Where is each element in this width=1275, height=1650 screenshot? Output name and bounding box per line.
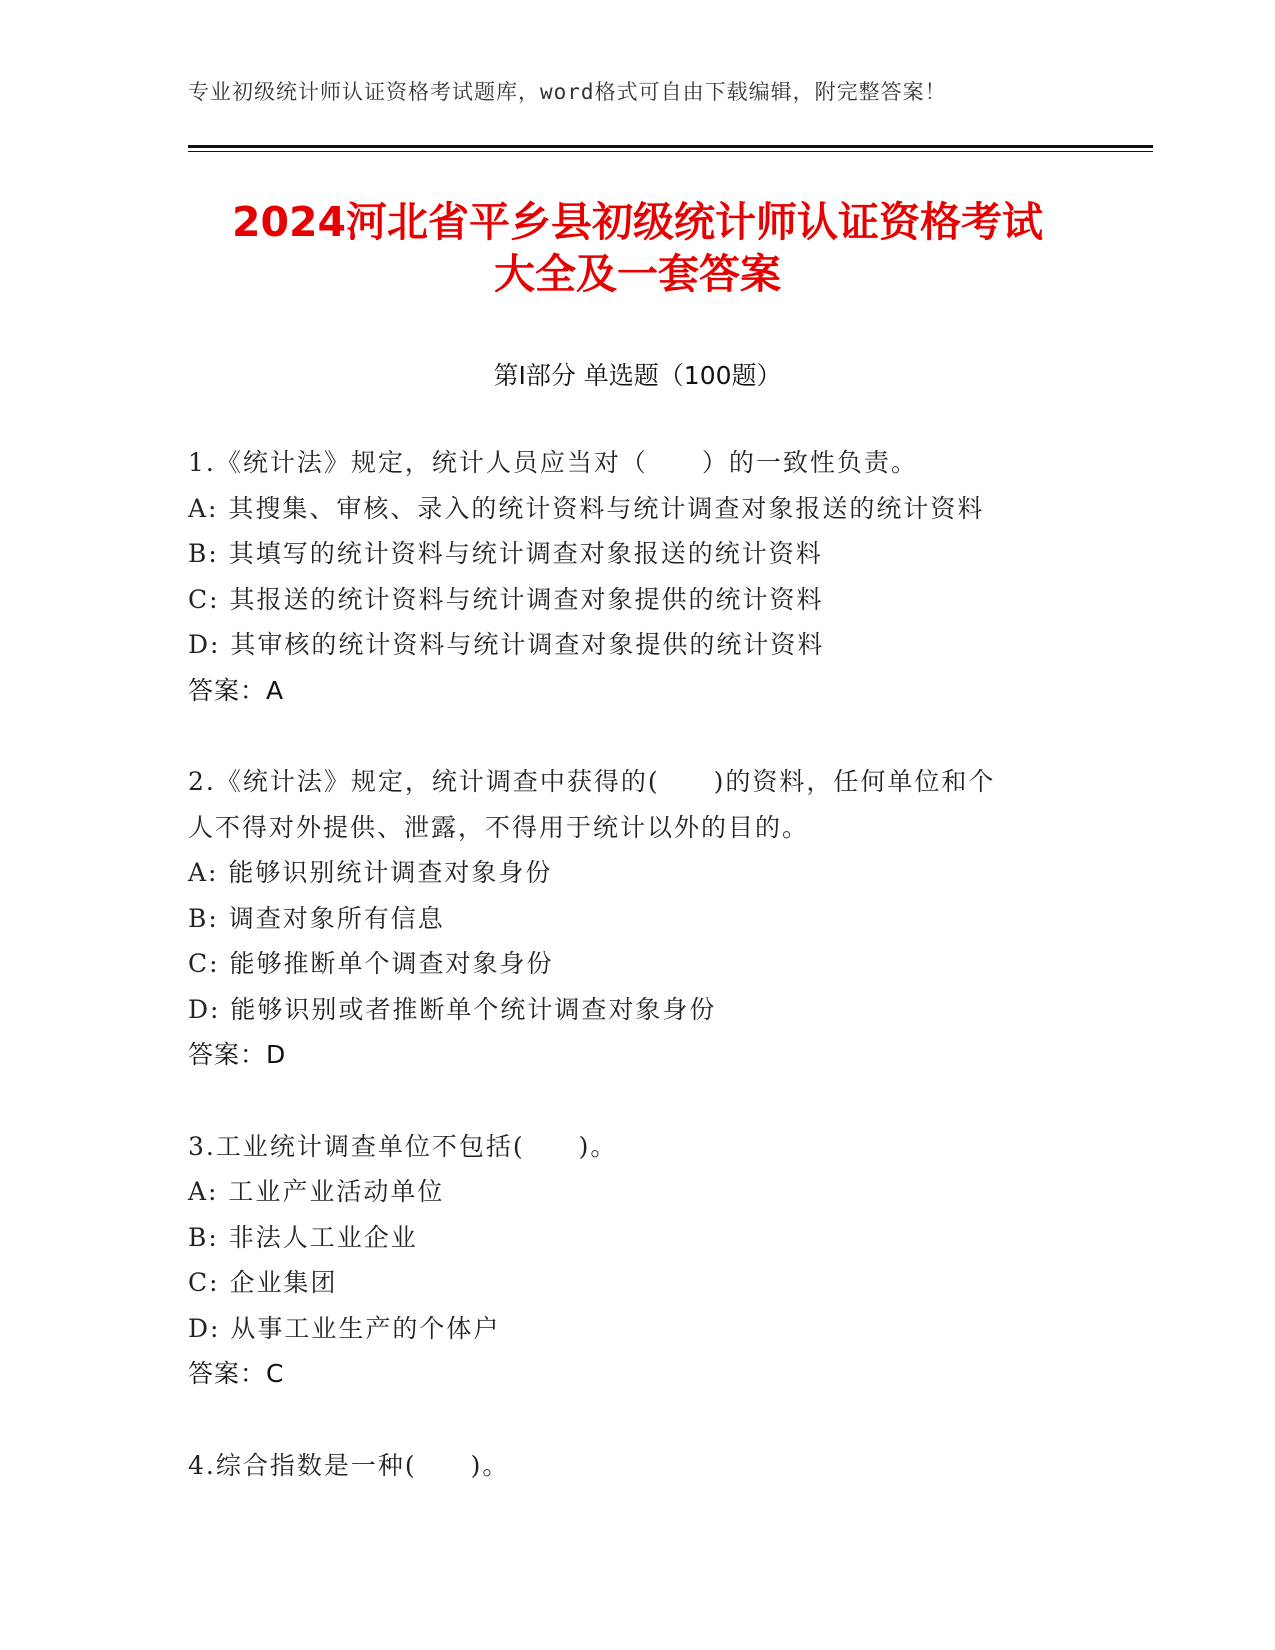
- option-c: C: 能够推断单个调查对象身份: [188, 949, 554, 978]
- option-b: B: 调查对象所有信息: [188, 903, 445, 933]
- question-list: [188, 440, 1088, 1534]
- question-stem: 2.《统计法》规定，统计调查中获得的( )的资料，任何单位和个: [188, 767, 996, 796]
- question-3: [188, 1124, 1088, 1397]
- answer: 答案：A: [188, 675, 285, 705]
- question-1: [188, 440, 1088, 713]
- option-d: D: 能够识别或者推断单个统计调查对象身份: [188, 994, 717, 1024]
- document-title-line-2: 大全及一套答案: [494, 250, 781, 298]
- option-c: C: 其报送的统计资料与统计调查对象提供的统计资料: [188, 584, 824, 614]
- question-stem: 1.《统计法》规定，统计人员应当对（ ）的一致性负责。: [188, 448, 918, 477]
- header-rule-thin: [188, 151, 1153, 152]
- page-header: 专业初级统计师认证资格考试题库，word格式可自由下载编辑，附完整答案！: [188, 80, 947, 104]
- option-a: A: 工业产业活动单位: [188, 1177, 445, 1206]
- option-a: A: 其搜集、审核、录入的统计资料与统计调查对象报送的统计资料: [188, 493, 985, 523]
- document-title-line-1: 2024河北省平乡县初级统计师认证资格考试: [231, 198, 1044, 246]
- option-d: D: 其审核的统计资料与统计调查对象提供的统计资料: [188, 630, 825, 659]
- answer: 答案：C: [188, 1359, 285, 1388]
- question-4: [188, 1443, 1088, 1489]
- option-b: B: 非法人工业企业: [188, 1222, 418, 1252]
- header-rule: [188, 145, 1153, 148]
- question-stem: 4.综合指数是一种( )。: [188, 1450, 510, 1480]
- answer: 答案：D: [188, 1040, 287, 1069]
- option-b: B: 其填写的统计资料与统计调查对象报送的统计资料: [188, 539, 823, 568]
- option-d: D: 从事工业生产的个体户: [188, 1313, 501, 1343]
- question-stem-continued: 人不得对外提供、泄露，不得用于统计以外的目的。: [188, 812, 810, 842]
- question-2: [188, 759, 1088, 1078]
- question-stem: 3.工业统计调查单位不包括( )。: [188, 1131, 618, 1161]
- option-a: A: 能够识别统计调查对象身份: [188, 858, 553, 887]
- document-title: [150, 196, 1125, 300]
- option-c: C: 企业集团: [188, 1268, 338, 1297]
- section-title: 第Ⅰ部分 单选题（100题）: [493, 361, 782, 390]
